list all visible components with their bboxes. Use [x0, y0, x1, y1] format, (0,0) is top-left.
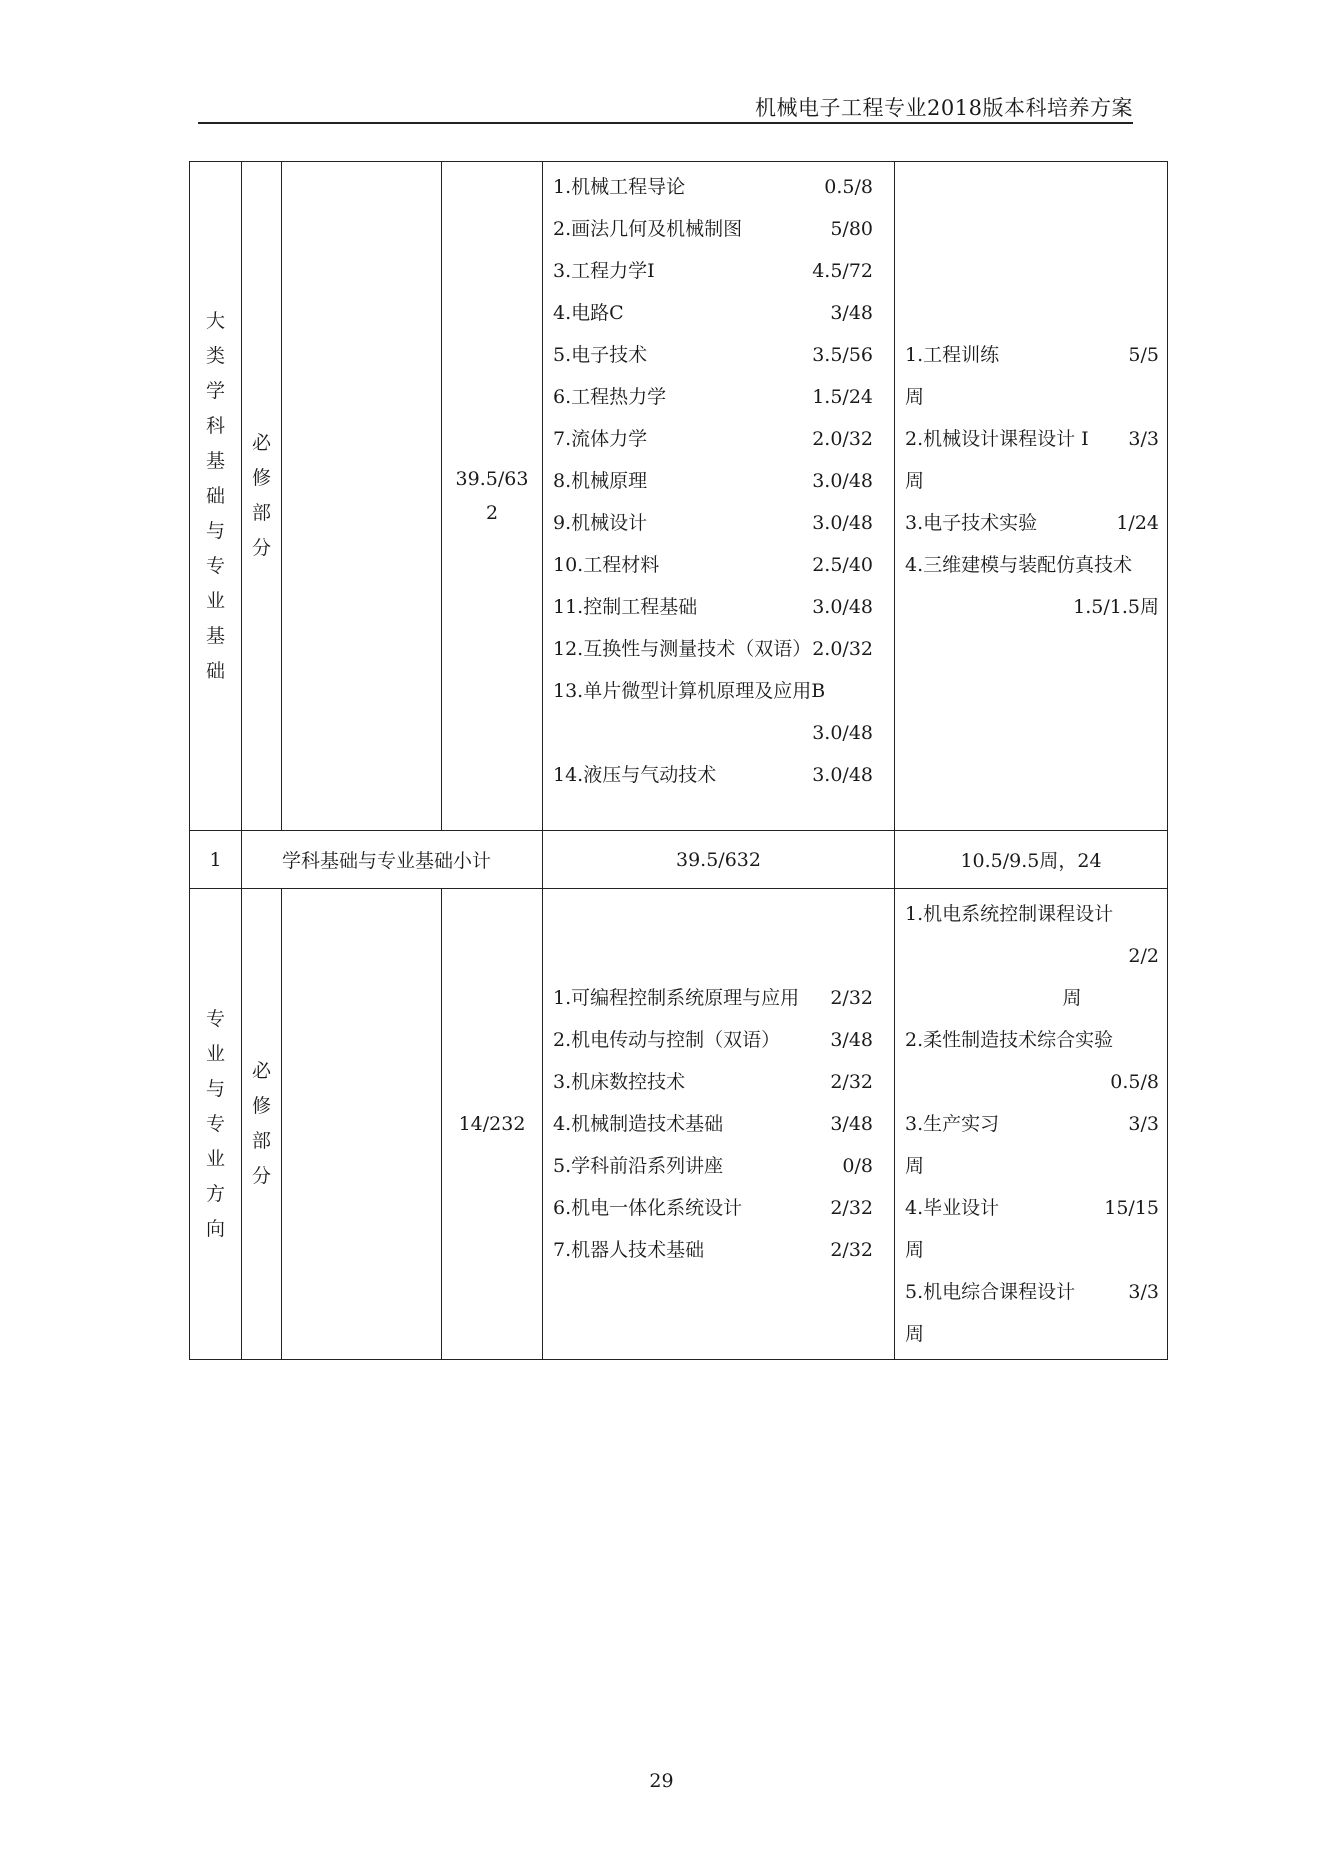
course-credit: 3/48: [830, 1113, 873, 1135]
section1-part-cell: [242, 162, 282, 831]
course-name: 7.机器人技术基础: [553, 1239, 705, 1261]
course-name: 1.可编程控制系统原理与应用: [553, 987, 800, 1009]
section2-part-char: 部: [251, 1130, 271, 1152]
page-number: 29: [649, 1770, 674, 1792]
section1-category-char: 学: [205, 379, 225, 402]
section2-category-char: 方: [205, 1182, 225, 1205]
section1-category-char: 础: [205, 659, 225, 682]
practice-value: 15/15: [1104, 1197, 1159, 1219]
section2-part: [242, 1054, 281, 1194]
section2-course-row: [553, 1229, 873, 1271]
section2-course-row: [553, 977, 873, 1019]
practice-text: 周: [905, 1239, 925, 1261]
course-name: 13.单片微型计算机原理及应用B: [553, 680, 826, 702]
practice-text: 5.机电综合课程设计: [905, 1281, 1076, 1303]
practice-value: 3/3: [1128, 1113, 1159, 1135]
section1-row: [190, 162, 1168, 831]
course-name: 8.机械原理: [553, 470, 648, 492]
course-name: 6.机电一体化系统设计: [553, 1197, 743, 1219]
section1-empty-cell: [282, 162, 442, 831]
section2-part-cell: [242, 889, 282, 1360]
section2-practice-row: [905, 893, 1159, 935]
section2-course-row: [553, 1019, 873, 1061]
section2-course-row: [553, 1103, 873, 1145]
course-credit: 2/32: [830, 1071, 873, 1093]
section1-practice-row: [905, 334, 1159, 376]
course-credit: 2.5/40: [812, 554, 873, 576]
section1-category-cell: [190, 162, 242, 831]
practice-text: 4.三维建模与装配仿真技术: [905, 554, 1133, 576]
practice-text: 周: [905, 1323, 925, 1345]
course-name: 14.液压与气动技术: [553, 764, 717, 786]
section2-category-char: 业: [205, 1042, 225, 1065]
course-credit: 5/80: [830, 218, 873, 240]
section2-category-char: 业: [205, 1147, 225, 1170]
section1-course-row: [553, 376, 873, 418]
section1-practice-row: [905, 502, 1159, 544]
section1-course-row: [553, 334, 873, 376]
section2-category-cell: [190, 889, 242, 1360]
section1-credits-cell: [442, 162, 543, 831]
section1-credits-line2: 2: [485, 502, 499, 524]
section2-course-row: [553, 1187, 873, 1229]
section1-part-char: 必: [251, 432, 271, 454]
course-name: 10.工程材料: [553, 554, 660, 576]
subtotal-label-cell: [242, 831, 543, 889]
practice-text: 2/2: [1128, 945, 1159, 967]
course-name: 4.电路C: [553, 302, 624, 324]
course-name: 2.机电传动与控制（双语）: [553, 1029, 781, 1051]
course-name: 5.学科前沿系列讲座: [553, 1155, 724, 1177]
subtotal-practice: 10.5/9.5周，24: [895, 831, 1168, 889]
section1-category: [190, 304, 241, 689]
course-name: 9.机械设计: [553, 512, 648, 534]
section1-practice-row: [905, 544, 1159, 586]
section1-category-char: 专: [205, 554, 225, 577]
section2-practice-row: [905, 1019, 1159, 1061]
practice-text: 1.工程训练: [905, 344, 1000, 366]
course-credit: 2/32: [830, 1239, 873, 1261]
course-credit: 2.0/32: [812, 428, 873, 450]
course-credit: 3.0/48: [812, 470, 873, 492]
section1-category-char: 础: [205, 484, 225, 507]
section2-course-row: [553, 1145, 873, 1187]
section1-part-char: 分: [251, 537, 271, 559]
course-name: 1.机械工程导论: [553, 176, 686, 198]
course-credit: 3/48: [830, 302, 873, 324]
section2-practice-row: [905, 1229, 1159, 1271]
practice-value: 1.5/1.5周: [1073, 596, 1159, 618]
practice-value: 3/3: [1128, 428, 1159, 450]
section1-practice-row: [905, 376, 1159, 418]
section1-category-char: 基: [205, 449, 225, 472]
section2-practice-row: [905, 977, 1159, 1019]
course-credit: 4.5/72: [812, 260, 873, 282]
subtotal-row: [190, 831, 1168, 889]
page-header-title: 机械电子工程专业2018版本科培养方案: [755, 96, 1133, 120]
section1-course-row: [553, 208, 873, 250]
section1-practice-row: [905, 586, 1159, 628]
section1-course-row: [553, 292, 873, 334]
course-credit: 0/8: [842, 1155, 873, 1177]
section1-category-char: 科: [205, 414, 225, 437]
section1-course-row: [553, 166, 873, 208]
section2-category-char: 专: [205, 1112, 225, 1135]
course-name: 2.画法几何及机械制图: [553, 218, 743, 240]
section2-credits: 14/232: [442, 889, 543, 1360]
section1-course-row: [553, 712, 873, 754]
section1-practice-list: [895, 162, 1167, 632]
practice-text: 0.5/8: [1110, 1071, 1159, 1093]
practice-text: 周: [1062, 987, 1082, 1009]
course-credit: 3.0/48: [812, 722, 873, 744]
practice-text: 周: [905, 470, 925, 492]
section1-category-char: 大: [205, 309, 225, 332]
course-name: 12.互换性与测量技术（双语）: [553, 638, 812, 660]
practice-text: 3.生产实习: [905, 1113, 1000, 1135]
section2-category-char: 向: [205, 1217, 225, 1240]
practice-text: 2.机械设计课程设计 Ⅰ: [905, 428, 1089, 450]
course-name: 4.机械制造技术基础: [553, 1113, 724, 1135]
section2-course-list: [543, 973, 881, 1275]
section2-category: [190, 1002, 241, 1247]
course-credit: 3.0/48: [812, 512, 873, 534]
section1-course-row: [553, 418, 873, 460]
practice-text: 周: [905, 1155, 925, 1177]
section2-course-row: [553, 1061, 873, 1103]
section2-practice-row: [905, 1103, 1159, 1145]
course-name: 6.工程热力学: [553, 386, 667, 408]
section2-practice-row: [905, 1271, 1159, 1313]
course-credit: 3/48: [830, 1029, 873, 1051]
section2-practice-row: [905, 1313, 1159, 1355]
section2-practice-row: [905, 1145, 1159, 1187]
course-credit: 2/32: [830, 987, 873, 1009]
course-name: 5.电子技术: [553, 344, 648, 366]
subtotal-credits: 39.5/632: [543, 831, 895, 889]
section2-part-char: 修: [251, 1095, 271, 1117]
section1-course-row: [553, 544, 873, 586]
section1-course-row: [553, 628, 873, 670]
practice-value: 3/3: [1128, 1281, 1159, 1303]
section1-practice-row: [905, 418, 1159, 460]
section1-course-row: [553, 586, 873, 628]
course-credit: 3.5/56: [812, 344, 873, 366]
practice-value: 5/5: [1128, 344, 1159, 366]
section1-course-row: [553, 754, 873, 796]
course-name: 3.工程力学Ⅰ: [553, 260, 655, 282]
section2-practice-row: [905, 1187, 1159, 1229]
section2-courses-cell: [543, 889, 895, 1360]
section1-practice-cell: [895, 162, 1168, 831]
section2-category-char: 专: [205, 1007, 225, 1030]
section1-practice-row: [905, 460, 1159, 502]
section1-course-list: [543, 162, 881, 800]
course-credit: 3.0/48: [812, 764, 873, 786]
section1-course-row: [553, 460, 873, 502]
section2-practice-cell: [895, 889, 1168, 1360]
section1-category-char: 基: [205, 624, 225, 647]
course-credit: 2.0/32: [812, 638, 873, 660]
subtotal-label: 学科基础与专业基础小计: [282, 850, 492, 872]
header-divider: [198, 122, 1133, 124]
practice-value: 1/24: [1116, 512, 1159, 534]
practice-text: 周: [905, 386, 925, 408]
section1-part: [242, 426, 281, 566]
practice-text: 2.柔性制造技术综合实验: [905, 1029, 1114, 1051]
section1-part-char: 部: [251, 502, 271, 524]
section2-part-char: 分: [251, 1165, 271, 1187]
course-credit: 2/32: [830, 1197, 873, 1219]
practice-text: 1.机电系统控制课程设计: [905, 903, 1114, 925]
section1-course-row: [553, 670, 873, 712]
course-name: 3.机床数控技术: [553, 1071, 686, 1093]
section1-category-char: 业: [205, 589, 225, 612]
section1-credits-line1: 39.5/63: [455, 468, 529, 490]
course-credit: 3.0/48: [812, 596, 873, 618]
curriculum-table: [189, 161, 1168, 1360]
section1-part-char: 修: [251, 467, 271, 489]
section1-category-char: 与: [205, 519, 225, 542]
subtotal-index: 1: [190, 831, 242, 889]
section1-courses-cell: [543, 162, 895, 831]
section2-category-char: 与: [205, 1077, 225, 1100]
section1-category-char: 类: [205, 344, 225, 367]
section1-course-row: [553, 250, 873, 292]
section2-practice-row: [905, 935, 1159, 977]
section2-practice-list: [895, 889, 1167, 1359]
course-name: 11.控制工程基础: [553, 596, 698, 618]
course-name: 7.流体力学: [553, 428, 648, 450]
course-credit: 0.5/8: [824, 176, 873, 198]
practice-text: 3.电子技术实验: [905, 512, 1038, 534]
section2-row: [190, 889, 1168, 1360]
course-credit: 1.5/24: [812, 386, 873, 408]
section1-course-row: [553, 502, 873, 544]
section2-practice-row: [905, 1061, 1159, 1103]
section2-part-char: 必: [251, 1060, 271, 1082]
section2-empty-cell: [282, 889, 442, 1360]
practice-text: 4.毕业设计: [905, 1197, 1000, 1219]
